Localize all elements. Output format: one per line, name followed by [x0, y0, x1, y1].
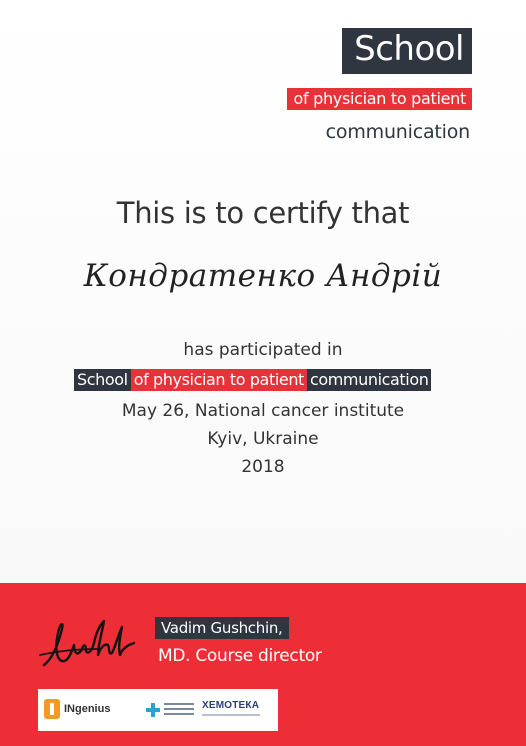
year: 2018: [241, 457, 285, 477]
program-name: [74, 369, 431, 391]
logo-communication-text: communication: [325, 121, 470, 143]
medical-cross-icon: [146, 703, 160, 717]
logo-school-text: School: [342, 28, 472, 74]
certify-heading: This is to certify that: [116, 196, 410, 230]
logo-physician-text: of physician to patient: [287, 88, 472, 110]
cancer-institute-logo: [146, 697, 194, 723]
participated-text: has participated in: [183, 340, 343, 360]
city: Kyiv, Ukraine: [207, 429, 319, 449]
ingenius-label: INgenius: [64, 703, 111, 715]
ingenius-icon: [44, 699, 60, 719]
chemoteka-logo: [202, 700, 260, 716]
chemoteka-label: ХЕМОТЕКА: [202, 700, 260, 711]
recipient-name: Кондратенко Андрій: [83, 258, 443, 294]
ingenius-logo: [44, 699, 110, 719]
footer-band: [0, 583, 526, 746]
program-communication: communication: [307, 369, 432, 391]
program-school: School: [74, 369, 131, 391]
signature-image: [38, 615, 138, 673]
signer-title: MD. Course director: [158, 646, 322, 666]
sponsor-logos: [38, 689, 278, 731]
signer-name: Vadim Gushchin,: [155, 617, 289, 639]
date-place: May 26, National cancer institute: [121, 401, 405, 421]
program-physician: of physician to patient: [131, 369, 307, 391]
